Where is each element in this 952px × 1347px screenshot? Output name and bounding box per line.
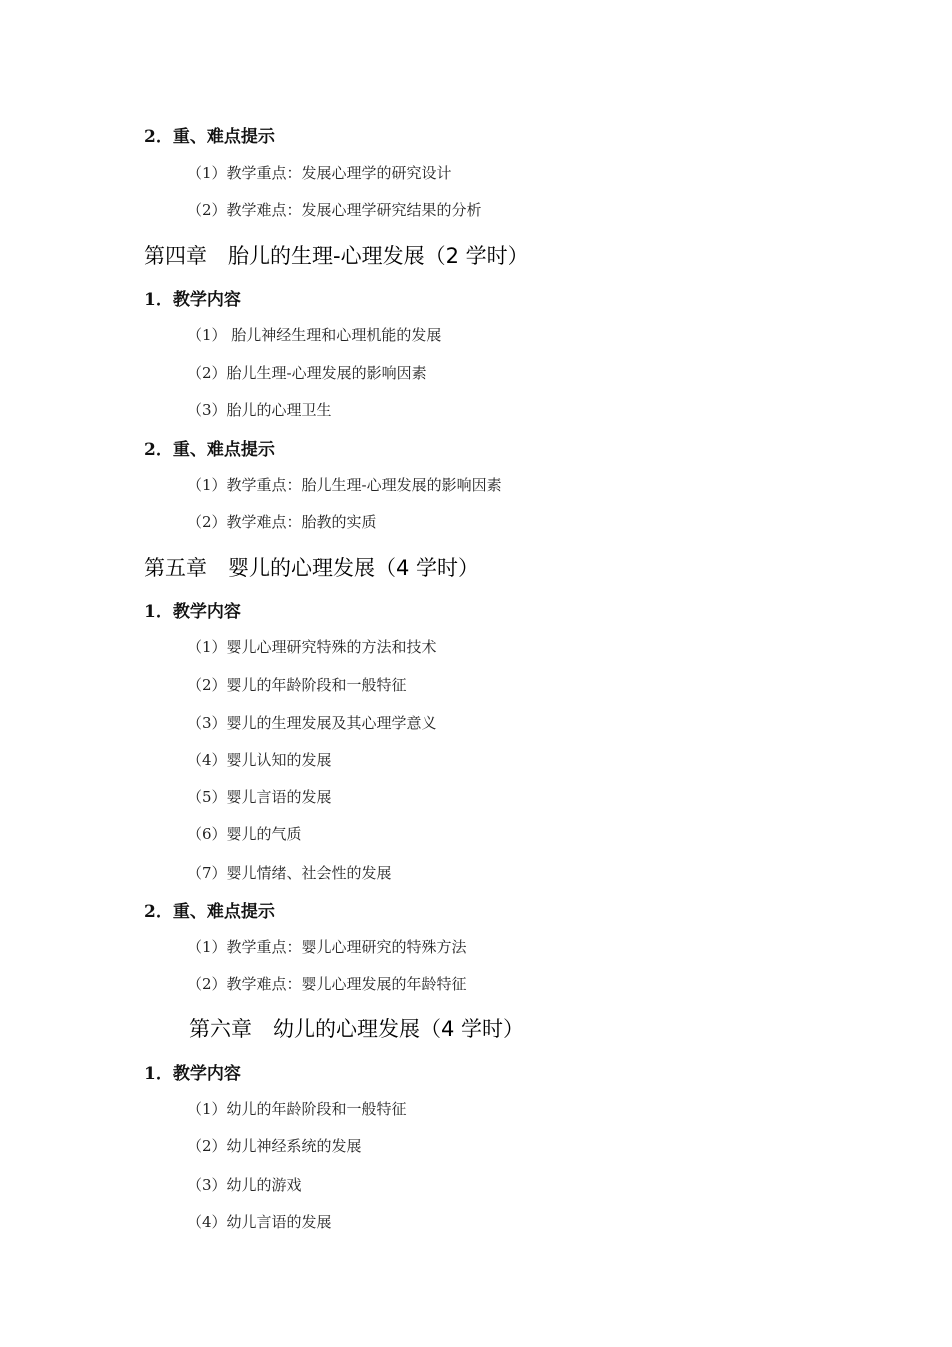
section-heading: 2．重、难点提示: [144, 440, 275, 460]
list-item: （3）胎儿的心理卫生: [187, 401, 332, 419]
list-item: （1）婴儿心理研究特殊的方法和技术: [187, 638, 437, 656]
list-item: （2）教学难点：婴儿心理发展的年龄特征: [187, 975, 467, 993]
list-item: （2）胎儿生理-心理发展的影响因素: [187, 364, 427, 382]
section-heading: 1．教学内容: [144, 1064, 241, 1084]
list-item: （2）教学难点：胎教的实质: [187, 513, 377, 531]
list-item: （7）婴儿情绪、社会性的发展: [187, 864, 392, 882]
list-item: （4）婴儿认知的发展: [187, 751, 332, 769]
list-item: （1）教学重点：婴儿心理研究的特殊方法: [187, 938, 467, 956]
list-item: （2）婴儿的年龄阶段和一般特征: [187, 676, 407, 694]
list-item: （3）婴儿的生理发展及其心理学意义: [187, 714, 437, 732]
section-heading: 1．教学内容: [144, 602, 241, 622]
list-item: （1）幼儿的年龄阶段和一般特征: [187, 1100, 407, 1118]
list-item: （2）幼儿神经系统的发展: [187, 1137, 362, 1155]
chapter-title: 第五章 婴儿的心理发展（4 学时）: [144, 556, 480, 580]
list-item: （2）教学难点：发展心理学研究结果的分析: [187, 201, 482, 219]
section-heading: 2．重、难点提示: [144, 902, 275, 922]
list-item: （1）教学重点：胎儿生理-心理发展的影响因素: [187, 476, 502, 494]
list-item: （6）婴儿的气质: [187, 825, 302, 843]
chapter-title: 第六章 幼儿的心理发展（4 学时）: [189, 1017, 525, 1041]
list-item: （4）幼儿言语的发展: [187, 1213, 332, 1231]
chapter-title: 第四章 胎儿的生理-心理发展（2 学时）: [144, 244, 529, 268]
section-heading: 1．教学内容: [144, 290, 241, 310]
list-item: （5）婴儿言语的发展: [187, 788, 332, 806]
section-heading: 2．重、难点提示: [144, 127, 275, 147]
list-item: （1）教学重点：发展心理学的研究设计: [187, 164, 452, 182]
list-item: （3）幼儿的游戏: [187, 1176, 302, 1194]
list-item: （1） 胎儿神经生理和心理机能的发展: [187, 326, 442, 344]
